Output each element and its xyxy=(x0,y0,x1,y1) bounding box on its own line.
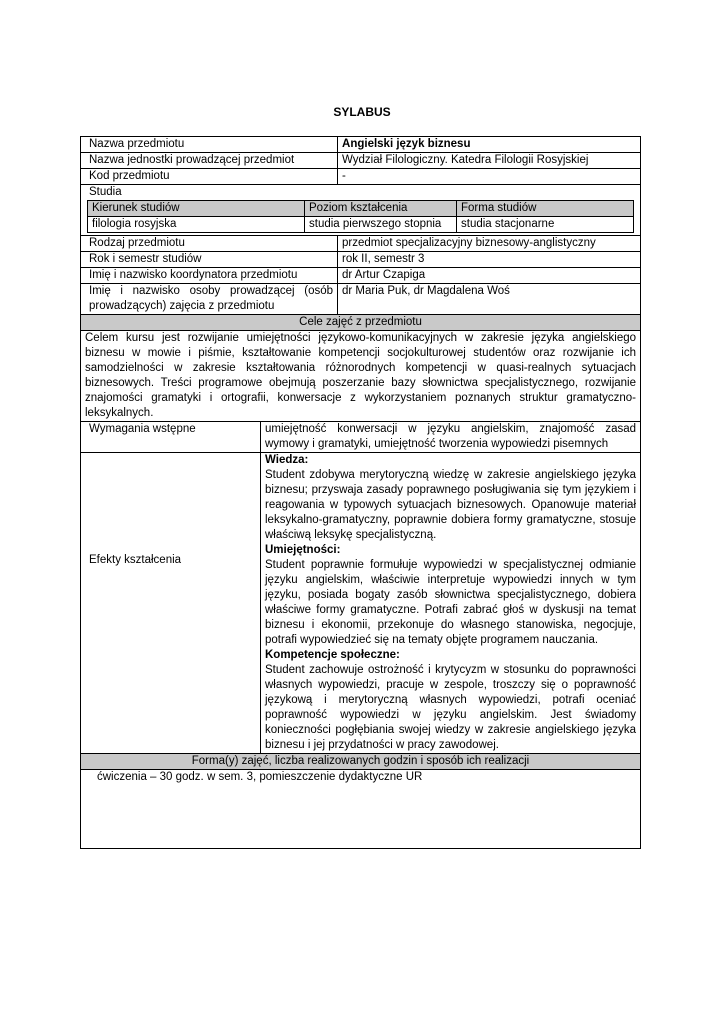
value-efekty xyxy=(261,453,641,754)
row-koordynator xyxy=(81,268,641,284)
label-efekty-text: Efekty kształcenia xyxy=(89,554,182,566)
label-wymagania: Wymagania wstępne xyxy=(81,422,261,453)
row-studia xyxy=(81,185,641,236)
row-cele-header xyxy=(81,315,641,331)
row-cele-text xyxy=(81,331,641,422)
value-jednostka: Wydział Filologiczny. Katedra Filologii Rosyjskiej xyxy=(338,153,641,169)
row-efekty xyxy=(81,453,641,754)
value-forma: studia stacjonarne xyxy=(457,217,634,233)
value-kierunek: filologia rosyjska xyxy=(88,217,305,233)
value-rok: rok II, semestr 3 xyxy=(338,252,641,268)
row-forma-header xyxy=(81,754,641,770)
value-prowadzacy: dr Maria Puk, dr Magdalena Woś xyxy=(338,284,641,315)
value-wymagania: umiejętność konwersacji w języku angielskim, znajomość zasad wymowy i gramatyki, umiejętność tworzenia wypowiedzi pisemnych xyxy=(261,422,641,453)
value-kod: - xyxy=(338,169,641,185)
syllabus-table xyxy=(80,136,641,849)
row-rodzaj xyxy=(81,236,641,252)
header-kierunek: Kierunek studiów xyxy=(88,201,305,217)
row-prowadzacy xyxy=(81,284,641,315)
label-rodzaj: Rodzaj przedmiotu xyxy=(81,236,338,252)
kompetencje-text: Student zachowuje ostrożność i krytycyzm w stosunku do poprawności własnych wypowiedzi, pracuje w zespole, troszczy się o poprawność językową i merytoryczną własnych wypowiedzi, potrafi oceniać poprawność wypowiedzi w języku angielskim. Jest świadomy konieczności pogłębiania swojej wiedzy w zakresie angielskiego języka biznesu i jej przydatności w pracy zawodowej. xyxy=(265,664,637,751)
wiedza-text: Student zdobywa merytoryczną wiedzę w zakresie angielskiego języka biznesu; przyswaja zasady poprawnego posługiwania się tym językiem i reagowania w typowych sytuacjach biznesowych. Opanowuje materiał leksykalno-gramatyczny, poprawnie dobiera formy gramatyczne, stosuje właściwą leksykę specjalistyczną. xyxy=(265,469,637,541)
wiedza-heading: Wiedza: xyxy=(265,454,309,466)
studia-cell xyxy=(81,185,641,236)
label-studia: Studia xyxy=(89,186,122,198)
umiejetnosci-text: Student poprawnie formułuje wypowiedzi w specjalistycznej odmianie języku angielskim, właściwie interpretuje wypowiedzi innych w tym języku, posiada bogaty zasób słownictwa specjalistycznego, dobiera właściwe formy gramatyczne. Potrafi zabrać głoś w dyskusji na temat biznesu i ekonomii, przekonuje do własnego stanowiska, negocjuje, potrafi wypowiedzieć się na tematy objęte programem nauczania. xyxy=(265,559,637,646)
row-jednostka xyxy=(81,153,641,169)
label-nazwa-przedmiotu: Nazwa przedmiotu xyxy=(81,137,338,153)
kompetencje-heading: Kompetencje społeczne: xyxy=(265,649,400,661)
header-poziom: Poziom kształcenia xyxy=(305,201,457,217)
label-kod: Kod przedmiotu xyxy=(81,169,338,185)
cele-header: Cele zajęć z przedmiotu xyxy=(81,315,641,331)
umiejetnosci-heading: Umiejętności: xyxy=(265,544,341,556)
forma-value: ćwiczenia – 30 godz. w sem. 3, pomieszczenie dydaktyczne UR xyxy=(81,770,641,849)
value-rodzaj: przedmiot specjalizacyjny biznesowy-anglistyczny xyxy=(338,236,641,252)
value-koordynator: dr Artur Czapiga xyxy=(338,268,641,284)
syllabus-form xyxy=(80,136,640,849)
studia-inner-table xyxy=(87,200,634,233)
header-forma: Forma studiów xyxy=(457,201,634,217)
row-wymagania xyxy=(81,422,641,453)
value-nazwa-przedmiotu: Angielski język biznesu xyxy=(338,137,641,153)
forma-header: Forma(y) zajęć, liczba realizowanych godzin i sposób ich realizacji xyxy=(81,754,641,770)
label-rok: Rok i semestr studiów xyxy=(81,252,338,268)
studia-header-row xyxy=(88,201,634,217)
document-title: SYLABUS xyxy=(333,105,391,119)
label-jednostka: Nazwa jednostki prowadzącej przedmiot xyxy=(81,153,338,169)
row-rok xyxy=(81,252,641,268)
cele-text: Celem kursu jest rozwijanie umiejętności językowo-komunikacyjnych w zakresie języka angielskiego biznesu w mowie i piśmie, kształtowanie kompetencji socjokulturowej studentów oraz rozwijanie ich samodzielności w zakresie kształtowania różnorodnych kompetencji w quasi-realnych sytuacjach biznesowych. Treści programowe obejmują poszerzanie bazy słownictwa specjalistycznego, rozwijanie znajomości gramatyki i ortografii, konwersacje z wykorzystaniem poznanych struktur gramatyczno-leksykalnych. xyxy=(81,331,641,422)
label-prowadzacy: Imię i nazwisko osoby prowadzącej (osób prowadzących) zajęcia z przedmiotu xyxy=(81,284,338,315)
row-nazwa-przedmiotu xyxy=(81,137,641,153)
studia-value-row xyxy=(88,217,634,233)
label-efekty xyxy=(81,453,261,754)
label-koordynator: Imię i nazwisko koordynatora przedmiotu xyxy=(81,268,338,284)
row-kod xyxy=(81,169,641,185)
value-poziom: studia pierwszego stopnia xyxy=(305,217,457,233)
row-forma-value xyxy=(81,770,641,849)
